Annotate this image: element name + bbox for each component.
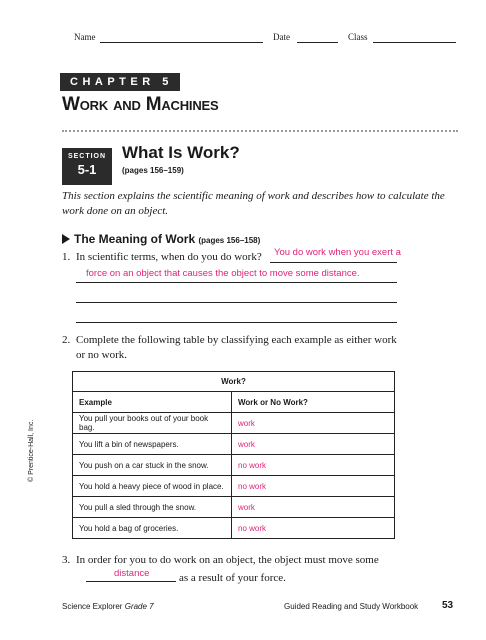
page-number: 53: [442, 600, 454, 611]
table-row: [73, 413, 395, 434]
section-number: 5-1: [77, 162, 97, 177]
triangle-bullet-icon: [62, 234, 70, 244]
q2-number: 2.: [62, 334, 71, 346]
q3-answer: distance: [114, 568, 150, 579]
table-row: [73, 476, 395, 497]
example-cell: You hold a bag of groceries.: [73, 518, 232, 539]
example-cell: You pull a sled through the snow.: [73, 497, 232, 518]
q1-answer-line[interactable]: [76, 282, 397, 283]
q1-answer-line1: You do work when you exert a: [274, 247, 401, 258]
chapter-banner: CHAPTER 5: [60, 73, 180, 91]
date-label: Date: [273, 32, 290, 42]
answer-cell[interactable]: no work: [232, 455, 395, 476]
subsection-pages: (pages 156–158): [198, 236, 261, 245]
example-cell: You push on a car stuck in the snow.: [73, 455, 232, 476]
class-line: [373, 42, 456, 43]
section-label: SECTION: [67, 153, 107, 160]
answer-cell[interactable]: work: [232, 434, 395, 455]
date-line: [297, 42, 338, 43]
section-intro: This section explains the scientific meaning of work and describes how to calculate the work done on an object.: [62, 190, 445, 217]
table-row: [73, 497, 395, 518]
answer-cell[interactable]: work: [232, 497, 395, 518]
work-table: [72, 371, 395, 539]
q3-answer-line[interactable]: [86, 581, 176, 582]
footer-grade: Grade 7: [124, 602, 154, 611]
section-title: What Is Work?: [122, 143, 240, 162]
example-cell: You pull your books out of your book bag.: [73, 413, 232, 434]
class-label: Class: [348, 32, 368, 42]
q3-text: In order for you to do work on an object, the object must move some: [76, 554, 379, 566]
example-cell: You lift a bin of newspapers.: [73, 434, 232, 455]
name-line: [100, 42, 263, 43]
q1-answer-line[interactable]: [76, 322, 397, 323]
answer-cell[interactable]: work: [232, 413, 395, 434]
answer-cell[interactable]: no work: [232, 518, 395, 539]
footer-book-name: Science Explorer: [62, 602, 123, 611]
section-badge: [62, 148, 112, 185]
column-header-work: Work or No Work?: [232, 392, 395, 413]
q1-text: In scientific terms, when do you do work?: [76, 251, 262, 263]
table-row: [73, 455, 395, 476]
copyright-note: © Prentice-Hall, Inc.: [28, 419, 35, 482]
footer-workbook-title: Guided Reading and Study Workbook: [284, 602, 419, 611]
table-group-header: Work?: [73, 372, 395, 392]
q1-answer-line2: force on an object that causes the object to move some distance.: [86, 268, 360, 279]
table-row: [73, 434, 395, 455]
q1-number: 1.: [62, 251, 71, 263]
subsection-title: The Meaning of Work: [74, 232, 196, 246]
q1-answer-line[interactable]: [270, 262, 397, 263]
q3-text-after: as a result of your force.: [179, 572, 286, 584]
answer-cell[interactable]: no work: [232, 476, 395, 497]
q1-answer-line[interactable]: [76, 302, 397, 303]
subsection-heading: [62, 232, 260, 246]
q3-number: 3.: [62, 554, 71, 566]
dotted-divider: [62, 130, 458, 132]
section-pages: (pages 156–159): [122, 166, 184, 175]
name-label: Name: [74, 32, 96, 42]
chapter-title: Work and Machines: [62, 94, 219, 115]
table-row: [73, 518, 395, 539]
footer-book-title: [62, 602, 154, 611]
example-cell: You hold a heavy piece of wood in place.: [73, 476, 232, 497]
q2-text: Complete the following table by classifying each example as either work or no work.: [76, 334, 397, 361]
column-header-example: Example: [73, 392, 232, 413]
